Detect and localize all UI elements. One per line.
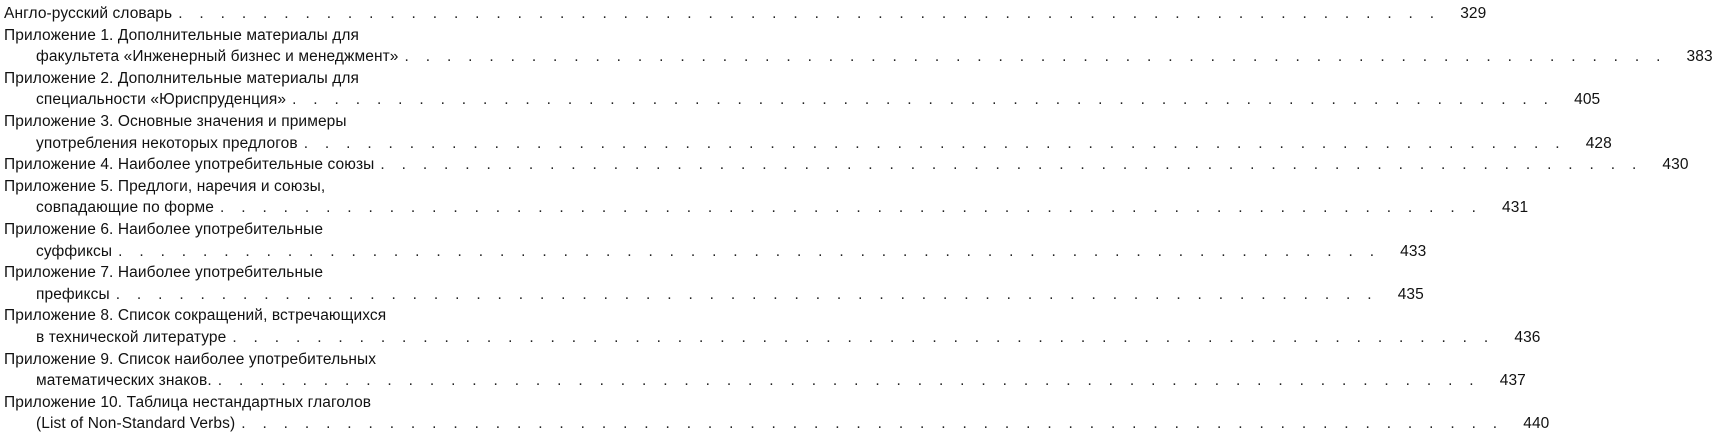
- toc-entry-title: совпадающие по форме: [36, 199, 215, 217]
- toc-entry-last-line: [4, 89, 1601, 111]
- toc-entry-title: Англо-русский словарь: [4, 5, 173, 22]
- toc-page-number: 435: [1397, 285, 1424, 303]
- toc-entry-title: суффиксы: [36, 242, 113, 260]
- toc-entry-line: [4, 219, 529, 241]
- toc-entry-title: употребления некоторых предлогов: [36, 134, 298, 152]
- dot-leader: . . . . . . . . . . . . . . . . . . . . . . . . . . . . . . . . . . . . . . . . . . . . . . . . . . . . . . . . . . . .: [241, 415, 1504, 433]
- toc-entry-last-line: [4, 413, 1550, 435]
- toc-entry: [4, 154, 1689, 176]
- toc-page-number: 383: [1686, 48, 1713, 66]
- toc-entry-title: специальности «Юриспруденция»: [36, 91, 287, 109]
- toc-page-number: 405: [1574, 91, 1601, 109]
- toc-entry-last-line: [4, 284, 1424, 306]
- dot-leader: . . . . . . . . . . . . . . . . . . . . . . . . . . . . . . . . . . . . . . . . . . . . . . . . . . . . . . . . . . . .: [232, 328, 1495, 346]
- toc-entry-line: [4, 176, 529, 198]
- toc-entry-title: префиксы: [36, 285, 110, 303]
- toc-entry: [4, 111, 1612, 154]
- toc-entry: [4, 68, 1601, 111]
- toc-entry-title: Приложение 5. Предлоги, наречия и союзы,: [4, 177, 326, 195]
- toc-entry: [4, 305, 1541, 348]
- dot-leader: . . . . . . . . . . . . . . . . . . . . . . . . . . . . . . . . . . . . . . . . . . . . . . . . . . . . . . . . . . . .: [404, 48, 1667, 66]
- dot-leader: . . . . . . . . . . . . . . . . . . . . . . . . . . . . . . . . . . . . . . . . . . . . . . . . . . . . . . . . . . . .: [115, 285, 1378, 303]
- toc-entry-title: Приложение 2. Дополнительные материалы для: [4, 69, 360, 87]
- toc-entry-title: Приложение 3. Основные значения и примеры: [4, 112, 347, 130]
- toc-entry-title: Приложение 4. Наиболее употребительные союзы: [4, 156, 375, 174]
- toc-entry-title: Приложение 8. Список сокращений, встречающихся: [4, 307, 387, 325]
- toc-entry: [4, 392, 1550, 435]
- toc-entry: [4, 25, 1713, 68]
- toc-entry: [4, 176, 1529, 219]
- dot-leader: . . . . . . . . . . . . . . . . . . . . . . . . . . . . . . . . . . . . . . . . . . . . . . . . . . . . . . . . . . . .: [217, 372, 1480, 390]
- dot-leader: . . . . . . . . . . . . . . . . . . . . . . . . . . . . . . . . . . . . . . . . . . . . . . . . . . . . . . . . . . . .: [292, 91, 1555, 109]
- toc-entry-title: Приложение 1. Дополнительные материалы для: [4, 26, 360, 44]
- toc-entry-title: Приложение 10. Таблица нестандартных глаголов: [4, 393, 372, 411]
- toc-entry-line: [4, 111, 529, 133]
- dot-leader: . . . . . . . . . . . . . . . . . . . . . . . . . . . . . . . . . . . . . . . . . . . . . . . . . . . . . . . . . . . .: [220, 199, 1483, 217]
- toc-page-number: 436: [1514, 328, 1541, 346]
- toc-entry-title: Приложение 9. Список наиболее употребительных: [4, 350, 377, 368]
- toc-entry-title: (List of Non-Standard Verbs): [36, 415, 236, 433]
- toc-entry: [4, 349, 1526, 392]
- toc-entry-last-line: [4, 154, 1689, 176]
- toc-page-number: 440: [1523, 415, 1550, 433]
- toc-entry-last-line: [4, 133, 1612, 155]
- toc-page-number: 329: [1460, 5, 1487, 22]
- toc-entry: [4, 3, 1487, 25]
- dot-leader: . . . . . . . . . . . . . . . . . . . . . . . . . . . . . . . . . . . . . . . . . . . . . . . . . . . . . . . . . . . .: [303, 134, 1566, 152]
- dot-leader: . . . . . . . . . . . . . . . . . . . . . . . . . . . . . . . . . . . . . . . . . . . . . . . . . . . . . . . . . . . .: [118, 242, 1381, 260]
- toc-entry-title: факультета «Инженерный бизнес и менеджмент»: [36, 48, 399, 66]
- dot-leader: . . . . . . . . . . . . . . . . . . . . . . . . . . . . . . . . . . . . . . . . . . . . . . . . . . . . . . . . . . . .: [178, 5, 1441, 22]
- toc-entry-line: [4, 392, 529, 414]
- toc-entry-line: [4, 25, 529, 47]
- table-of-contents: [4, 3, 1713, 435]
- toc-entry-last-line: [4, 197, 1529, 219]
- toc-entry: [4, 219, 1427, 262]
- dot-leader: . . . . . . . . . . . . . . . . . . . . . . . . . . . . . . . . . . . . . . . . . . . . . . . . . . . . . . . . . . . .: [380, 156, 1643, 174]
- toc-entry-title: Приложение 7. Наиболее употребительные: [4, 264, 324, 282]
- toc-entry-line: [4, 262, 529, 284]
- toc-page-number: 430: [1662, 156, 1689, 174]
- toc-entry-last-line: [4, 327, 1541, 349]
- toc-entry-title: математических знаков.: [36, 372, 212, 390]
- toc-entry-last-line: [4, 3, 1487, 25]
- toc-page-number: 428: [1585, 134, 1612, 152]
- toc-entry-last-line: [4, 241, 1427, 263]
- toc-page-number: 437: [1499, 372, 1526, 390]
- toc-entry-line: [4, 305, 529, 327]
- toc-page-number: 433: [1400, 242, 1427, 260]
- toc-entry: [4, 262, 1424, 305]
- toc-entry-line: [4, 68, 529, 90]
- toc-entry-title: в технической литературе: [36, 328, 227, 346]
- toc-entry-last-line: [4, 370, 1526, 392]
- toc-entry-line: [4, 349, 529, 371]
- toc-entry-last-line: [4, 46, 1713, 68]
- toc-page-number: 431: [1502, 199, 1529, 217]
- toc-entry-title: Приложение 6. Наиболее употребительные: [4, 220, 324, 238]
